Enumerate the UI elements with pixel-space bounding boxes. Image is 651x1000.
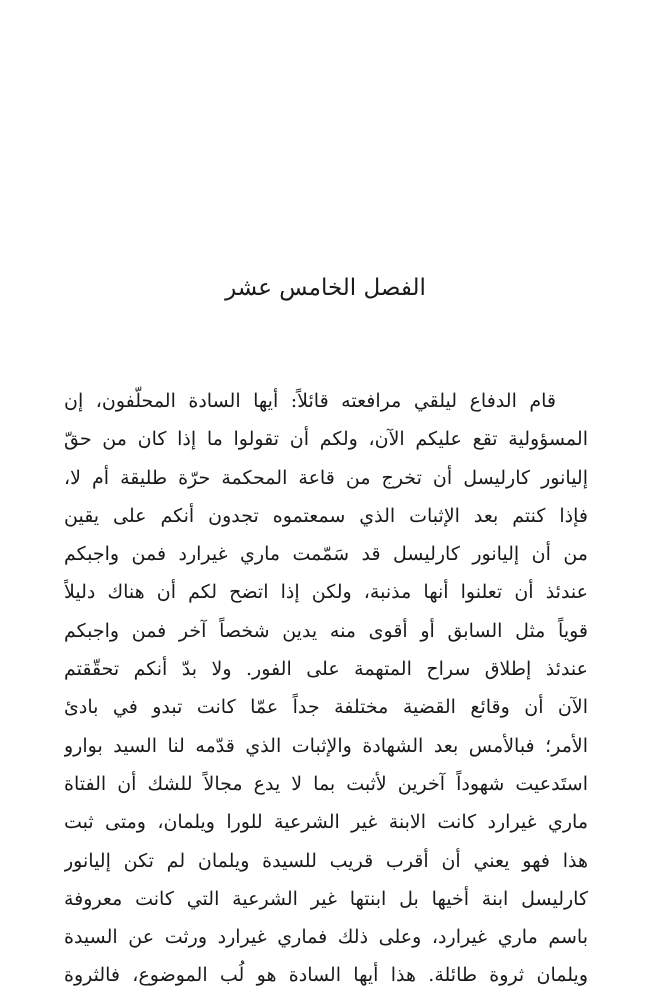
text-line: استَدعيت شهوداً آخرين لأثبت بما لا يدع مجالاً للشك أن الفتاة: [64, 772, 588, 795]
text-line: قام الدفاع ليلقي مرافعته قائلاً: أيها السادة المحلّفون، إن: [64, 390, 556, 412]
text-line: عندئذ إطلاق سراح المتهمة على الفور. ولا بدّ أنكم تحقّقتم: [64, 658, 588, 681]
text-line: فإذا كنتم بعد الإثبات الذي سمعتموه تجدون أنكم على يقين: [64, 504, 588, 527]
text-line: الآن أن وقائع القضية مختلفة جداً عمّا كانت تبدو في بادئ: [64, 696, 588, 719]
text-line: عندئذ أن تعلنوا أنها مذنبة، ولكن إذا اتضح لكم أن هناك دليلاً: [64, 581, 588, 604]
text-line: إليانور كارليسل أن تخرج من قاعة المحكمة حرّة طليقة أم لا،: [64, 466, 588, 489]
text-line: من أن إليانور كارليسل قد سَمّمت ماري غيرارد فمن واجبكم: [64, 543, 588, 566]
text-line: قوياً مثل السابق أو أقوى منه يدين شخصاً آخر فمن واجبكم: [64, 619, 588, 642]
body-paragraph: [64, 382, 588, 995]
text-line: المسؤولية تقع عليكم الآن، ولكم أن تقولوا ما إذا كان من حقّ: [64, 428, 588, 451]
text-line: كارليسل ابنة أخيها بل ابنتها غير الشرعية التي كانت معروفة: [64, 887, 588, 910]
chapter-title: الفصل الخامس عشر: [225, 275, 426, 301]
text-line: الأمر؛ فبالأمس بعد الشهادة والإثبات الذي قدّمه لنا السيد بوارو: [64, 734, 588, 757]
text-line: هذا فهو يعني أن أقرب قريب للسيدة ويلمان لم تكن إليانور: [64, 849, 588, 872]
text-line: ويلمان ثروة طائلة. هذا أيها السادة هو لُب الموضوع، فالثروة: [64, 964, 588, 987]
text-line: باسم ماري غيرارد، وعلى ذلك فماري غيرارد ورثت عن السيدة: [64, 926, 588, 949]
text-line: ماري غيرارد كانت الابنة غير الشرعية للورا ويلمان، ومتى ثبت: [64, 811, 588, 834]
